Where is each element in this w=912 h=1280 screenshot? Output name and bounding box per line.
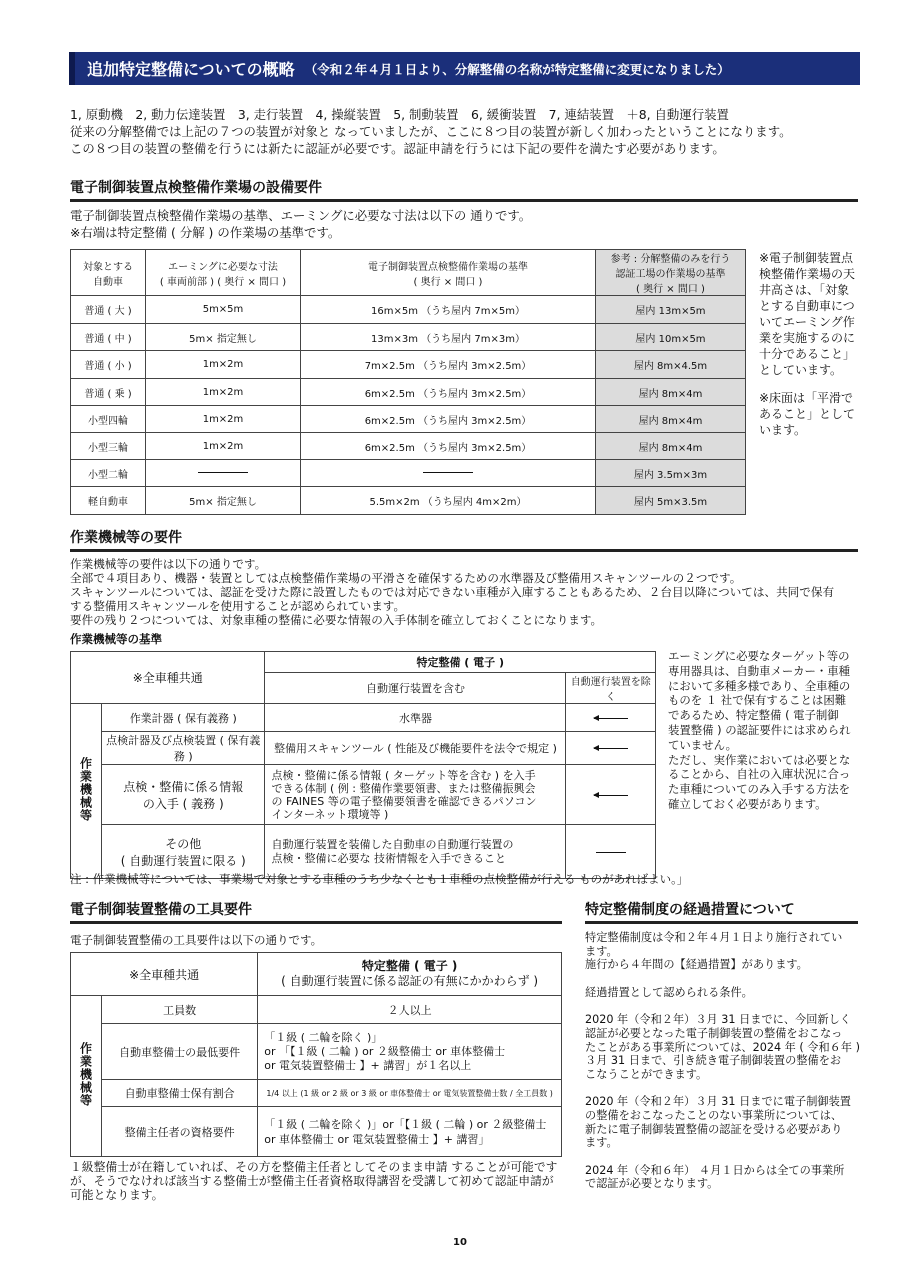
text: とする自動車につ	[759, 299, 855, 313]
intro-line: この８つ目の装置の整備を行うには新たに認証が必要です。認証申請を行うには下記の要件を満たす必要があります。	[70, 141, 725, 156]
text: or 「【１級 ( 二輪 ) or ２級整備士 or 車体整備士	[264, 1044, 506, 1058]
table-cell	[102, 765, 265, 825]
text: 自動運行装置を除く	[566, 673, 656, 704]
text: 特定整備 ( 電子 )	[265, 652, 656, 673]
section-heading-tools: 電子制御装置整備の工具要件	[70, 899, 562, 924]
text: 専用器具は、自動車メーカー・車種	[668, 663, 851, 678]
text: 屋内 8m×4m	[596, 379, 746, 406]
tools-table	[70, 952, 562, 1157]
header-cell	[301, 250, 596, 296]
text: エーミングに必要なターゲット等の	[668, 649, 850, 663]
page-subtitle: （令和２年４月１日より、分解整備の名称が特定整備に変更になりました）	[304, 61, 730, 77]
vertical-label	[71, 704, 102, 879]
table-row	[71, 296, 746, 324]
text: であるため、特定整備 ( 電子制御	[668, 708, 839, 723]
text: 整備用スキャンツール ( 性能及び機能要件を法令で規定 )	[265, 732, 566, 765]
text: インターネット環境等 )	[271, 807, 389, 821]
text: 5m× 指定無し	[146, 324, 301, 351]
text: 1m×2m	[146, 406, 301, 433]
text: 小型三輪	[71, 433, 146, 460]
machinery-table-caption: 作業機械等の基準	[70, 632, 162, 646]
text: 屋内 8m×4m	[596, 433, 746, 460]
page-title: 追加特定整備についての概略	[87, 60, 295, 79]
machinery-footnote: 注 : 作業機械等については、事業場で対象とする車種のうち少なくとも１車種の点検整備が行える ものがあればよい。」	[70, 872, 689, 886]
text: 井高さは、「対象	[759, 283, 850, 297]
text: 屋内 3.5m×3m	[596, 460, 746, 487]
table-row	[71, 379, 746, 406]
text: 要件の残り２つについては、対象車種の整備に必要な情報の入手体制を確立しておくことになります。	[70, 613, 603, 627]
text: ３月 31 日まで、引き続き電子制御装置の整備をお	[585, 1054, 842, 1068]
text: ます。	[585, 1136, 618, 1150]
title-banner	[69, 52, 860, 85]
text: 自動車	[93, 276, 123, 288]
text: 小型四輪	[71, 406, 146, 433]
text: 屋内 5m×3.5m	[596, 487, 746, 515]
text: 作業計器 ( 保有義務 )	[102, 704, 265, 732]
empty-dash	[301, 460, 596, 487]
facility-table	[70, 249, 746, 515]
text: あること」として	[759, 407, 856, 421]
text: 作業機械等	[78, 1042, 93, 1107]
table-row	[71, 1080, 562, 1107]
table-row	[71, 996, 562, 1024]
text: 可能となります。	[70, 1188, 164, 1202]
facility-side-note	[759, 250, 855, 438]
text: 点検・整備に係る情報 ( ターゲット等を含む ) を入手	[271, 768, 536, 782]
header-cell	[596, 250, 746, 296]
text: 新たに電子制御装置整備の認証を受ける必要があり	[585, 1122, 843, 1136]
text: 点検計器及び点検装置 ( 保有義務 )	[102, 732, 265, 765]
text: 十分であること」	[759, 347, 856, 361]
text: ます。	[585, 944, 618, 958]
text: 2020 年（令和２年）３月 31 日までに電子制御装置	[585, 1095, 851, 1109]
text: 認証工場の作業場の基準	[615, 269, 726, 280]
text: 装置整備 ) の認証要件には求められ	[668, 722, 851, 737]
text-line: 電子制御装置点検整備作業場の基準、エーミングに必要な寸法は以下の 通りです。	[70, 208, 532, 223]
text: or 電気装置整備士 】+ 講習」が１名以上	[264, 1058, 472, 1072]
text: の整備をおこなったことのない事業所については、	[585, 1108, 843, 1122]
machinery-table	[70, 651, 656, 879]
text: 7m×2.5m （うち屋内 3m×2.5m）	[301, 351, 596, 379]
table-row	[71, 1107, 562, 1157]
text: スキャンツールについては、認証を受けた際に設置したものでは対応できない車種が入庫することもあるため、２台目以降については、共同で保有	[70, 585, 835, 599]
section-heading-machinery: 作業機械等の要件	[70, 527, 858, 552]
text: 普通 ( 中 )	[71, 324, 146, 351]
text: ２人以上	[258, 996, 562, 1024]
text: 6m×2.5m （うち屋内 3m×2.5m）	[301, 406, 596, 433]
header-cell	[146, 250, 301, 296]
table-row	[71, 487, 746, 515]
table-row	[71, 460, 746, 487]
text: で認証が必要となります。	[585, 1177, 719, 1191]
text: 2024 年（令和６年） ４月１日からは全ての事業所	[585, 1163, 845, 1177]
text: 5m× 指定無し	[146, 487, 301, 515]
text: 16m×5m （うち屋内 7m×5m）	[301, 296, 596, 324]
text: において多種多様であり、全車種の	[668, 678, 851, 693]
text: います。	[759, 423, 807, 437]
table-row	[71, 765, 656, 825]
tools-after-text	[70, 1160, 557, 1202]
text: 「１級 ( 二輪を除く )」	[264, 1030, 383, 1044]
text: 作業機械等の要件は以下の通りです。	[70, 557, 267, 571]
empty-dash	[146, 460, 301, 487]
text: 普通 ( 小 )	[71, 351, 146, 379]
text: の FAINES 等の電子整備要領書を確認できるパソコン	[271, 794, 537, 808]
text: ※電子制御装置点	[759, 251, 854, 265]
text: ( 自動運行装置に係る認証の有無にかかわらず )	[281, 974, 539, 988]
text: ることから、自社の入庫状況に合っ	[668, 767, 851, 782]
text: 確立しておく必要があります。	[668, 796, 827, 811]
text: こなうことができます。	[585, 1067, 708, 1081]
text: 1m×2m	[146, 433, 301, 460]
text: 13m×3m （うち屋内 7m×3m）	[301, 324, 596, 351]
table-cell	[258, 1024, 562, 1080]
table-row	[71, 406, 746, 433]
tools-intro: 電子制御装置整備の工具要件は以下の通りです。	[70, 933, 323, 947]
page-number: 10	[453, 1237, 467, 1248]
text: 認証が必要となった電子制御装置の整備をおこなっ	[585, 1026, 843, 1040]
text: ただし、実作業においては必要とな	[668, 752, 851, 767]
text: 自動車整備士保有割合	[102, 1080, 258, 1107]
table-cell	[265, 765, 566, 825]
text: 屋内 13m×5m	[596, 296, 746, 324]
text: 6m×2.5m （うち屋内 3m×2.5m）	[301, 379, 596, 406]
table-row	[71, 351, 746, 379]
table-row	[71, 1024, 562, 1080]
text: 1m×2m	[146, 379, 301, 406]
text: 経過措置として認められる条件。	[585, 985, 753, 999]
text: 自動車整備士の最低要件	[102, 1024, 258, 1080]
text: ていません。	[668, 737, 738, 752]
text: 水準器	[265, 704, 566, 732]
text: ( 車両前部 ) ( 奥行 × 間口 )	[159, 276, 287, 288]
text: 作業機械等	[78, 757, 93, 822]
text: ものを １ 社で保有することは困難	[668, 693, 847, 708]
text: 屋内 8m×4.5m	[596, 351, 746, 379]
arrow-cell	[566, 765, 656, 825]
table-cell	[258, 1107, 562, 1157]
text: 1m×2m	[146, 351, 301, 379]
section-heading-facility: 電子制御装置点検整備作業場の設備要件	[70, 177, 858, 202]
text: 普通 ( 大 )	[71, 296, 146, 324]
intro-line: 従来の分解整備では上記の７つの装置が対象と なっていましたが、ここに８つ目の装置が新しく加わったということになります。	[70, 124, 792, 139]
text: 整備主任者の資格要件	[102, 1107, 258, 1157]
text: 施行から４年間の【経過措置】があります。	[585, 958, 808, 972]
text: ( 奥行 × 間口 )	[413, 276, 483, 288]
arrow-cell	[566, 704, 656, 732]
intro-line: 1, 原動機 2, 動力伝達装置 3, 走行装置 4, 操縦装置 5, 制動装置 6, 緩衝装置 7, 連結装置 ＋8, 自動運行装置	[70, 107, 729, 122]
text: その他	[165, 836, 202, 851]
banner-accent	[69, 52, 75, 85]
text: 電子制御装置点検整備作業場の基準	[368, 261, 528, 273]
text: ※全車種共通	[71, 953, 258, 996]
text: 屋内 10m×5m	[596, 324, 746, 351]
text: 普通 ( 乗 )	[71, 379, 146, 406]
header-cell	[71, 250, 146, 296]
text: ※床面は「平滑で	[759, 391, 854, 405]
text: ( 自動運行装置に限る )	[120, 853, 246, 868]
text: 軽自動車	[71, 487, 146, 515]
text: 5m×5m	[146, 296, 301, 324]
text: 工員数	[102, 996, 258, 1024]
text: 屋内 8m×4m	[596, 406, 746, 433]
section2-text	[70, 557, 834, 627]
text: エーミングに必要な寸法	[168, 261, 278, 273]
text: １級整備士が在籍していれば、その方を整備主任者としてそのまま申請 することが可能です	[70, 1160, 558, 1174]
text: 点検・整備に係る情報	[123, 779, 244, 794]
text: 6m×2.5m （うち屋内 3m×2.5m）	[301, 433, 596, 460]
section1-text	[70, 207, 531, 241]
table-cell	[258, 953, 562, 996]
text: する整備用スキャンツールを使用することが認められています。	[70, 599, 406, 613]
text: 「１級 ( 二輪を除く )」or「【１級 ( 二輪 ) or ２級整備士	[264, 1117, 547, 1131]
text: が、そうでなければ該当する整備士が整備主任者資格取得講習を受講して初めて認証申請が	[70, 1174, 554, 1188]
table-row	[71, 732, 656, 765]
text: 参考 : 分解整備のみを行う	[610, 254, 731, 265]
text: 業を実施するのに	[759, 331, 856, 345]
text: 検整備作業場の天	[759, 267, 856, 281]
table-row	[71, 324, 746, 351]
text-line: ※右端は特定整備 ( 分解 ) の作業場の基準です。	[70, 225, 341, 240]
text: たことがある事業所については、2024 年 ( 令和６年 )	[585, 1040, 860, 1054]
text: 自動運行装置を含む	[265, 673, 566, 704]
machinery-side-note	[668, 649, 851, 812]
transition-text	[585, 931, 860, 1191]
text: ※全車種共通	[71, 652, 265, 704]
text: or 車体整備士 or 電気装置整備士 】+ 講習」	[264, 1132, 490, 1146]
text: 対象とする	[83, 261, 133, 273]
table-row	[71, 704, 656, 732]
text: 点検・整備に必要な 技術情報を入手できること	[271, 851, 506, 865]
text: 小型二輪	[71, 460, 146, 487]
arrow-cell	[566, 732, 656, 765]
text: できる体制 ( 例 : 整備作業要領書、または整備振興会	[271, 781, 536, 795]
text: ( 奥行 × 間口 )	[636, 284, 705, 295]
text: の入手 ( 義務 )	[142, 796, 224, 811]
text: 2020 年（令和２年）３月 31 日までに、今回新しく	[585, 1013, 851, 1027]
text: 5.5m×2m （うち屋内 4m×2m）	[301, 487, 596, 515]
text: 特定整備制度は令和２年４月１日より施行されてい	[585, 931, 843, 944]
table-header-row	[71, 250, 746, 296]
text: としています。	[759, 363, 843, 377]
text: た車種についてのみ入手する方法を	[668, 782, 851, 797]
text: 自動運行装置を装備した自動車の自動運行装置の	[271, 837, 514, 851]
text: 1/4 以上 (1 級 or 2 級 or 3 級 or 車体整備士 or 電気装置整備士数 / 全工員数 )	[258, 1080, 562, 1107]
intro	[70, 106, 791, 157]
table-row	[71, 433, 746, 460]
text: 全部で４項目あり、機器・装置としては点検整備作業場の平滑さを確保するための水準器及び整備用スキャンツールの２つです。	[70, 571, 742, 585]
section-heading-transition: 特定整備制度の経過措置について	[585, 899, 858, 924]
text: いてエーミング作	[759, 315, 855, 329]
text: 特定整備 ( 電子 )	[361, 959, 458, 973]
vertical-label	[71, 996, 102, 1157]
